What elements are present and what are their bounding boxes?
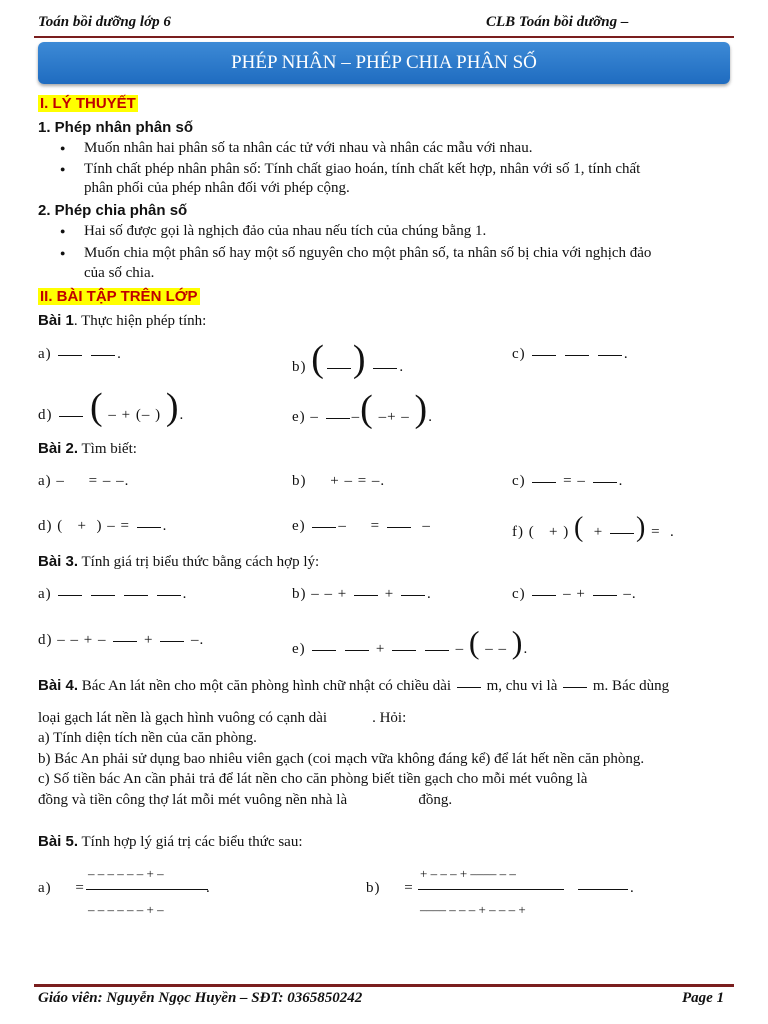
exercise-3d: d) – – + – + –. [38,632,205,648]
item-label: e) [292,518,306,534]
exercise-4-line2b: . Hỏi: [372,710,407,726]
exercise-5a-numerator: – – – – – – + – [88,866,164,881]
exercise-5a-denominator: – – – – – – + – [88,902,164,917]
exercise-5b: b) = [366,880,414,896]
header-divider [34,36,734,38]
exercise-4-line1c: m. Bác dùng [592,678,670,694]
practice-heading-text: II. BÀI TẬP TRÊN LỚP [40,288,198,305]
item-label: e) [292,641,306,657]
exercise-2-label: Bài 2. [38,440,79,457]
item-label: c) [512,473,526,489]
item-label: b) [292,359,307,375]
exercise-1e: e) – –( –+ – ). [292,388,433,430]
exercise-5 [38,833,303,851]
exercise-1d: d) ( – + (– ) ). [38,386,185,428]
exercise-2f: f) ( + ) ( + ) = . [512,512,675,543]
exercise-5a: a) = [38,880,85,896]
bullet-multiply-properties: ● Tính chất phép nhân phân số: Tính chất giao hoán, tính chất kết hợp, nhân với số 1, tính chất [84,161,640,178]
bullet-divide-rule-cont: của số chia. [84,265,155,281]
exercise-2c: c) = – . [512,473,624,489]
exercise-3c: c) – + –. [512,586,637,602]
exercise-4-line1b: m, chu vi là [486,678,558,694]
bullet-divide-rule: ● Muốn chia một phân số hay một số nguyên cho một phân số, ta nhân số bị chia với nghịch đảo [84,245,651,262]
exercise-1a: a) . [38,346,122,362]
exercise-5b-fraction-bar [418,889,564,890]
exercise-5a-fraction-bar [86,889,208,890]
exercise-4 [38,677,669,695]
exercise-1b: b) ( ) . [292,338,405,380]
exercise-2b: b) + – = –. [292,473,386,489]
item-label: b) [292,473,307,489]
exercise-4-line2a: loại gạch lát nền là gạch hình vuông có cạnh dài [38,710,328,726]
exercise-2e: e) – = – [292,518,431,534]
exercise-5-label: Bài 5. [38,833,79,850]
item-label: a) [38,346,52,362]
footer-teacher: Giáo viên: Nguyễn Ngọc Huyền – SĐT: 0365850242 [38,990,363,1006]
theory-heading [38,95,138,112]
exercise-3-label: Bài 3. [38,553,79,570]
title-banner: PHÉP NHÂN – PHÉP CHIA PHÂN SỐ [38,42,730,84]
exercise-4c-cont-b: đồng. [418,792,453,808]
section-1-title: 1. Phép nhân phân số [38,119,194,136]
item-label: d) [38,518,53,534]
item-label: d) [38,407,53,423]
exercise-4c-cont-a: đồng và tiền công thợ lát mỗi mét vuông nền nhà là [38,792,348,808]
exercise-4c-cont [38,792,452,809]
exercise-2d: d) ( + ) – = . [38,518,168,534]
exercise-5b-denominator: –––– – – – + – – – + [420,902,526,917]
practice-heading [38,288,200,305]
exercise-2 [38,440,137,458]
bullet-multiply-properties-cont: phân phối của phép nhân đối với phép cộng. [84,180,350,196]
exercise-1c: c) . [512,346,629,362]
item-label: c) [512,346,526,362]
exercise-3b: b) – – + + . [292,586,432,602]
exercise-1 [38,312,206,330]
header-right: CLB Toán bồi dưỡng – [486,14,629,30]
exercise-1-text: . Thực hiện phép tính: [73,313,207,329]
exercise-4a: a) Tính diện tích nền của căn phòng. [38,730,257,746]
bullet-multiply-rule: ● Muốn nhân hai phân số ta nhân các tử với nhau và nhân các mẫu với nhau. [84,140,532,157]
theory-heading-text: I. LÝ THUYẾT [40,95,136,112]
exercise-2-text: Tìm biết: [78,441,137,457]
item-label: b) [292,586,307,602]
exercise-5b-dot: . [630,880,635,896]
item-label: a) [38,880,52,896]
exercise-4b: b) Bác An phải sử dụng bao nhiêu viên gạch (coi mạch vữa không đáng kể) để lát hết nền căn phòng. [38,751,645,767]
exercise-4-line1: Bác An lát nền cho một căn phòng hình chữ nhật có chiều dài [78,678,452,694]
exercise-3-text: Tính giá trị biểu thức bằng cách hợp lý: [78,554,320,570]
exercise-5b-numerator: + – – – + –––– – – [420,866,516,881]
exercise-3a: a) . [38,586,188,602]
item-label: a) [38,586,52,602]
exercise-2a: a) – = – –. [38,473,130,489]
item-label: d) [38,632,53,648]
item-label: a) [38,473,52,489]
exercise-3e: e) + – ( – – ). [292,624,529,660]
header-left: Toán bồi dưỡng lớp 6 [38,14,171,30]
section-2-title: 2. Phép chia phân số [38,202,188,219]
exercise-5a-dot: . [206,880,211,896]
exercise-4-label: Bài 4. [38,677,79,694]
footer-page: Page 1 [682,990,725,1006]
exercise-3 [38,553,319,571]
exercise-4c: c) Số tiền bác An cần phải trả để lát nền cho căn phòng biết tiền gạch cho mỗi mét vuông là [38,771,588,787]
exercise-1-label: Bài 1 [38,312,74,329]
footer-divider [34,984,734,987]
exercise-4-line2 [38,710,406,727]
bullet-reciprocal: ● Hai số được gọi là nghịch đảo của nhau nếu tích của chúng bằng 1. [84,223,486,240]
exercise-5b-second-bar [578,889,628,890]
item-label: e) [292,409,306,425]
exercise-5-text: Tính hợp lý giá trị các biểu thức sau: [78,834,303,850]
item-label: f) [512,524,524,540]
item-label: b) [366,880,381,896]
item-label: c) [512,586,526,602]
